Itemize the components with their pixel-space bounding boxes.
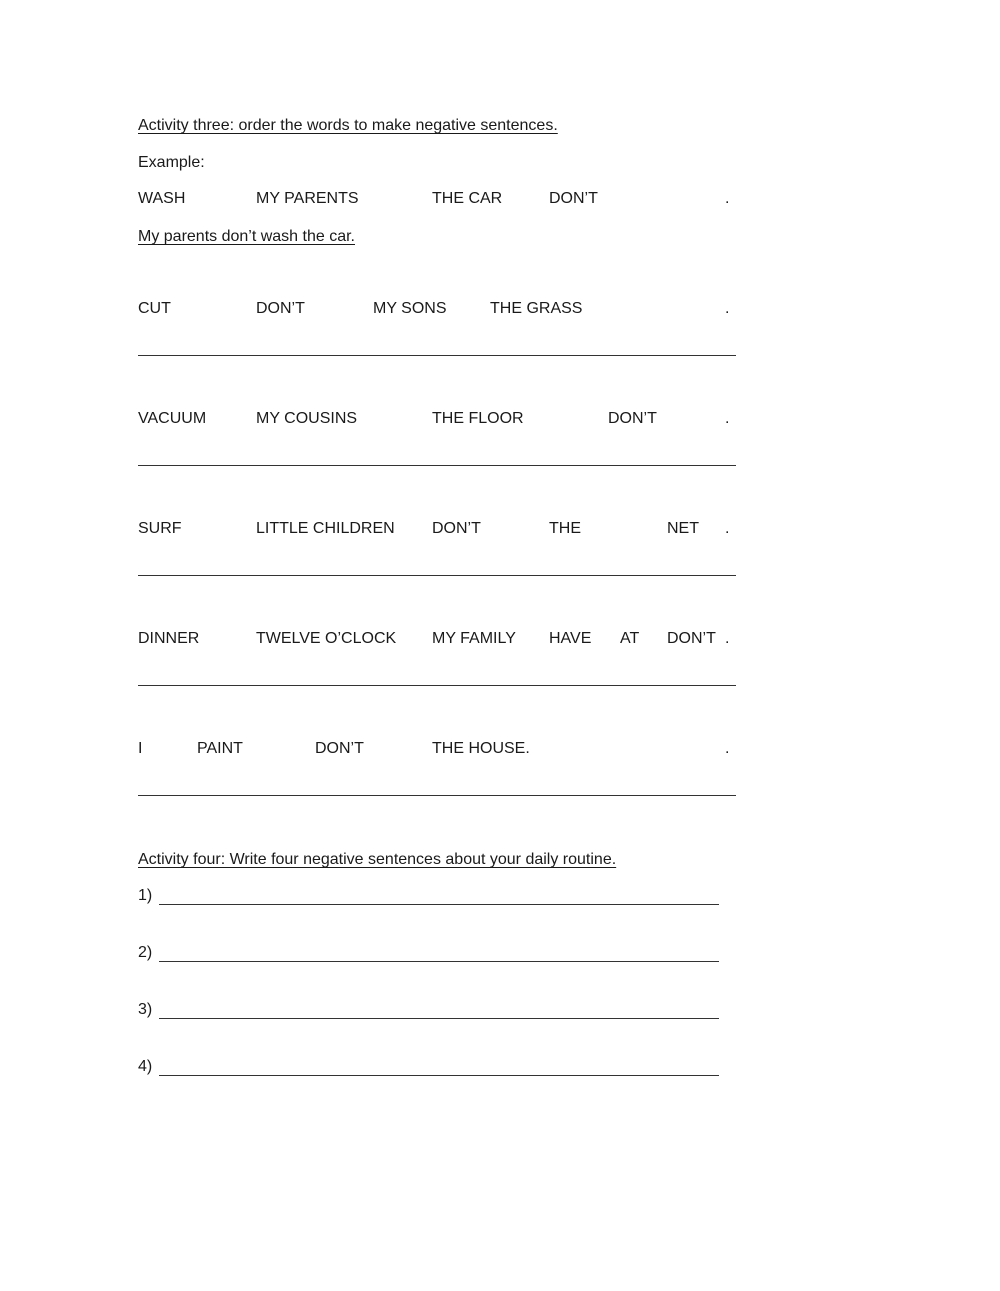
item-number: 2): [138, 944, 153, 961]
answer-line-2[interactable]: [138, 465, 736, 466]
word: .: [725, 630, 730, 647]
word: THE GRASS: [490, 300, 583, 317]
word: .: [725, 300, 730, 317]
word: .: [725, 190, 730, 207]
example-answer: My parents don’t wash the car.: [138, 228, 355, 245]
word: THE CAR: [432, 190, 503, 207]
word: THE FLOOR: [432, 410, 524, 427]
word: DON’T: [667, 630, 716, 647]
activity-four-title: Activity four: Write four negative sentences about your daily routine.: [138, 851, 617, 868]
word: LITTLE CHILDREN: [256, 520, 395, 537]
answer-line-1[interactable]: [138, 355, 736, 356]
word: .: [725, 740, 730, 757]
answer-line-5[interactable]: [138, 795, 736, 796]
word: NET: [667, 520, 699, 537]
example-label: Example:: [138, 154, 205, 171]
routine-answer-line-3[interactable]: [159, 1018, 719, 1019]
word: THE HOUSE.: [432, 740, 530, 757]
word: TWELVE O’CLOCK: [256, 630, 397, 647]
word: HAVE: [549, 630, 592, 647]
word: CUT: [138, 300, 171, 317]
routine-answer-line-4[interactable]: [159, 1075, 719, 1076]
word: VACUUM: [138, 410, 207, 427]
word: DON’T: [608, 410, 657, 427]
word: .: [725, 520, 730, 537]
word: MY FAMILY: [432, 630, 516, 647]
answer-line-3[interactable]: [138, 575, 736, 576]
routine-answer-line-1[interactable]: [159, 904, 719, 905]
activity-three-title: Activity three: order the words to make negative sentences.: [138, 117, 558, 134]
item-number: 3): [138, 1001, 153, 1018]
word: .: [725, 410, 730, 427]
word: THE: [549, 520, 581, 537]
word: DON’T: [432, 520, 481, 537]
word: DON’T: [549, 190, 598, 207]
word: I: [138, 740, 143, 757]
word: DON’T: [315, 740, 364, 757]
routine-answer-line-2[interactable]: [159, 961, 719, 962]
word: PAINT: [197, 740, 243, 757]
word: AT: [620, 630, 640, 647]
answer-line-4[interactable]: [138, 685, 736, 686]
word: MY PARENTS: [256, 190, 359, 207]
word: WASH: [138, 190, 186, 207]
word: MY SONS: [373, 300, 447, 317]
word: DINNER: [138, 630, 200, 647]
item-number: 1): [138, 887, 153, 904]
item-number: 4): [138, 1058, 153, 1075]
word: DON’T: [256, 300, 305, 317]
word: MY COUSINS: [256, 410, 358, 427]
word: SURF: [138, 520, 182, 537]
